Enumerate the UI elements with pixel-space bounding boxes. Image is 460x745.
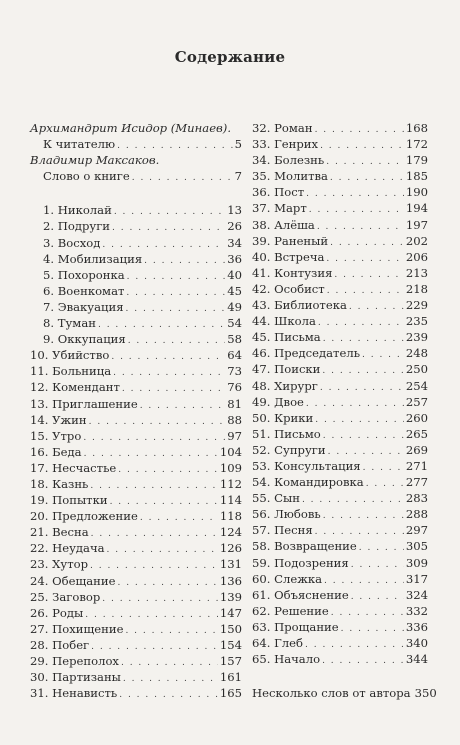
toc-entry-title: 23. Хутор bbox=[30, 557, 89, 572]
toc-entry-title: 33. Генрих bbox=[252, 137, 319, 152]
toc-entry-page: 88 bbox=[227, 412, 242, 427]
toc-entry-title: 8. Туман bbox=[43, 316, 96, 331]
chapter-entry bbox=[252, 522, 428, 538]
toc-entry-page: 297 bbox=[405, 523, 428, 538]
toc-entry-page: 131 bbox=[219, 557, 242, 572]
chapter-entry bbox=[252, 313, 428, 329]
dot-leader bbox=[334, 267, 403, 283]
toc-entry-page: 73 bbox=[227, 364, 242, 379]
toc-entry-page: 257 bbox=[405, 394, 428, 409]
dot-leader bbox=[322, 363, 403, 379]
chapter-entry bbox=[30, 492, 242, 508]
toc-entry-page: 185 bbox=[405, 169, 428, 184]
toc-entry-page: 124 bbox=[219, 525, 242, 540]
chapter-entry bbox=[30, 669, 242, 685]
toc-entry-title: 1. Николай bbox=[43, 203, 112, 218]
toc-entry-title: 28. Побег bbox=[30, 637, 90, 652]
toc-entry-page: 179 bbox=[405, 153, 428, 168]
dot-leader bbox=[318, 315, 404, 331]
dot-leader bbox=[306, 186, 404, 202]
dot-leader bbox=[125, 623, 217, 639]
toc-entry-page: 206 bbox=[405, 249, 428, 264]
toc-entry-page: 235 bbox=[405, 314, 428, 329]
toc-entry-page: 332 bbox=[405, 603, 428, 618]
toc-entry-page: 218 bbox=[405, 281, 428, 296]
afterword-row bbox=[252, 685, 437, 701]
toc-entry-page: 112 bbox=[219, 476, 242, 491]
toc-entry-title: 53. Консультация bbox=[252, 458, 361, 473]
toc-entry-title: 55. Сын bbox=[252, 491, 300, 506]
chapter-entry bbox=[30, 283, 242, 299]
dot-leader bbox=[140, 398, 226, 414]
chapter-entry bbox=[252, 152, 428, 168]
toc-entry-page: 34 bbox=[227, 235, 242, 250]
toc-entry-page: 190 bbox=[405, 185, 428, 200]
dot-leader bbox=[306, 396, 404, 412]
toc-entry-title: 26. Роды bbox=[30, 605, 84, 620]
toc-entry-title: 31. Ненависть bbox=[30, 686, 118, 701]
chapter-entry bbox=[252, 458, 428, 474]
page-title: Содержание bbox=[174, 48, 286, 66]
toc-entry-title: Архимандрит Исидор (Минаев). bbox=[30, 121, 232, 135]
toc-entry-title: 47. Поиски bbox=[252, 362, 321, 377]
chapter-entry bbox=[30, 347, 242, 363]
toc-entry-page: 97 bbox=[227, 428, 242, 443]
chapter-entry bbox=[252, 297, 428, 313]
toc-entry-page: 36 bbox=[227, 251, 242, 266]
author-name bbox=[30, 152, 242, 168]
dot-leader bbox=[126, 285, 225, 301]
chapter-entry bbox=[252, 361, 428, 377]
toc-entry-title: 35. Молитва bbox=[252, 169, 328, 184]
author-name bbox=[30, 120, 242, 136]
chapter-entry bbox=[30, 589, 242, 605]
toc-entry-title: Несколько слов от автора bbox=[252, 686, 411, 701]
toc-entry-title: К читателю bbox=[43, 137, 116, 152]
dot-leader bbox=[362, 347, 404, 363]
toc-entry-page: 248 bbox=[405, 346, 428, 361]
dot-leader bbox=[309, 202, 404, 218]
toc-entry-title: 52. Супруги bbox=[252, 442, 326, 457]
chapter-entry bbox=[30, 476, 242, 492]
toc-entry-title: 12. Комендант bbox=[30, 380, 120, 395]
toc-entry-title: 22. Неудача bbox=[30, 541, 105, 556]
chapter-entry bbox=[252, 474, 428, 490]
toc-entry-page: 150 bbox=[219, 621, 242, 636]
dot-leader bbox=[119, 687, 218, 703]
toc-entry-title: 9. Оккупация bbox=[43, 332, 126, 347]
toc-entry-page: 64 bbox=[227, 348, 242, 363]
toc-entry-title: 27. Похищение bbox=[30, 621, 124, 636]
toc-entry-page: 157 bbox=[219, 654, 242, 668]
toc-entry-page: 213 bbox=[405, 265, 428, 280]
chapter-entry bbox=[30, 428, 242, 444]
chapter-entry bbox=[252, 233, 428, 249]
toc-entry-title: 45. Письма bbox=[252, 330, 321, 345]
toc-entry-page: 229 bbox=[405, 298, 428, 313]
toc-entry-title: 57. Песня bbox=[252, 523, 313, 538]
dot-leader bbox=[317, 219, 404, 235]
toc-entry-title: 11. Больница bbox=[30, 364, 112, 379]
toc-entry-page: 260 bbox=[405, 410, 428, 425]
toc-entry-page: 58 bbox=[227, 332, 242, 347]
toc-entry-page: 254 bbox=[405, 378, 428, 393]
toc-entry-title: 63. Прощание bbox=[252, 619, 339, 634]
chapter-entry bbox=[30, 556, 242, 572]
dot-leader bbox=[341, 621, 404, 637]
toc-entry-title: 7. Эвакуация bbox=[43, 299, 124, 314]
dot-leader bbox=[326, 251, 403, 267]
chapter-entry bbox=[30, 396, 242, 412]
toc-entry-page: 305 bbox=[405, 539, 428, 554]
toc-entry-page: 202 bbox=[405, 233, 428, 248]
toc-entry-page: 118 bbox=[219, 509, 242, 524]
chapter-entry bbox=[30, 621, 242, 637]
dot-leader bbox=[89, 414, 226, 430]
toc-entry-page: 288 bbox=[405, 507, 428, 522]
chapter-entry bbox=[30, 251, 242, 267]
toc-entry-title: 64. Глеб bbox=[252, 636, 304, 650]
chapter-entry bbox=[252, 619, 428, 635]
toc-entry-title: 50. Крики bbox=[252, 410, 314, 425]
chapter-entry bbox=[252, 538, 428, 554]
dot-leader bbox=[114, 204, 225, 220]
toc-entry-title: 38. Алёша bbox=[252, 217, 315, 232]
chapter-entry bbox=[30, 235, 242, 251]
dot-leader bbox=[107, 542, 218, 558]
toc-entry-title: 2. Подруги bbox=[43, 219, 111, 234]
chapter-entry bbox=[252, 184, 428, 200]
chapter-entry bbox=[252, 329, 428, 345]
chapter-entry bbox=[252, 635, 428, 651]
dot-leader bbox=[351, 589, 404, 605]
chapter-entry bbox=[252, 345, 428, 361]
toc-entry-page: 336 bbox=[405, 619, 428, 634]
chapter-entry bbox=[252, 426, 428, 442]
dot-leader bbox=[366, 476, 404, 492]
dot-leader bbox=[144, 253, 225, 269]
dot-leader bbox=[91, 526, 218, 542]
dot-leader bbox=[349, 299, 404, 315]
toc-entry-title: Владимир Максаков. bbox=[30, 153, 160, 168]
toc-entry-title: 17. Несчастье bbox=[30, 460, 117, 475]
toc-entry-page: 5 bbox=[234, 137, 242, 152]
toc-entry-title: 32. Роман bbox=[252, 121, 313, 135]
dot-leader bbox=[128, 333, 226, 349]
toc-entry-title: 48. Хирург bbox=[252, 378, 318, 393]
toc-entry-page: 172 bbox=[405, 137, 428, 152]
chapter-entry bbox=[252, 136, 428, 152]
toc-entry bbox=[30, 168, 242, 184]
toc-entry-page: 40 bbox=[227, 267, 242, 282]
dot-leader bbox=[111, 349, 225, 365]
toc-entry-title: 16. Беда bbox=[30, 444, 82, 459]
chapter-entry bbox=[30, 202, 242, 218]
chapter-entry bbox=[252, 168, 428, 184]
toc-entry-title: 59. Подозрения bbox=[252, 555, 349, 570]
afterword-entry bbox=[252, 685, 437, 701]
chapter-entry bbox=[30, 653, 242, 669]
toc-entry-page: 114 bbox=[219, 493, 242, 508]
chapter-entry bbox=[30, 412, 242, 428]
dot-leader bbox=[132, 170, 233, 186]
dot-leader bbox=[330, 235, 404, 251]
toc-entry-page: 324 bbox=[405, 587, 428, 602]
toc-entry-title: 30. Партизаны bbox=[30, 670, 121, 685]
toc-entry-page: 350 bbox=[414, 686, 437, 701]
toc-entry-page: 147 bbox=[219, 605, 242, 620]
dot-leader bbox=[326, 154, 404, 170]
toc-entry-title: 13. Приглашение bbox=[30, 396, 138, 411]
chapter-entry bbox=[30, 379, 242, 395]
dot-leader bbox=[123, 671, 218, 687]
toc-entry-title: 18. Казнь bbox=[30, 476, 89, 491]
chapter-entry bbox=[252, 410, 428, 426]
chapter-entry bbox=[30, 508, 242, 524]
chapter-entry bbox=[30, 267, 242, 283]
chapter-entry bbox=[30, 299, 242, 315]
toc-entry bbox=[30, 136, 242, 152]
chapter-entry bbox=[252, 378, 428, 394]
dot-leader bbox=[320, 138, 404, 154]
toc-entry-title: 58. Возвращение bbox=[252, 539, 357, 554]
chapter-entry bbox=[30, 363, 242, 379]
chapter-entry bbox=[252, 281, 428, 297]
chapter-entry bbox=[252, 587, 428, 603]
toc-entry-title: 40. Встреча bbox=[252, 249, 325, 264]
toc-entry-title: 15. Утро bbox=[30, 428, 82, 443]
toc-entry-page: 168 bbox=[405, 121, 428, 135]
toc-entry-title: 39. Раненый bbox=[252, 233, 329, 248]
chapter-list-right bbox=[252, 120, 428, 667]
toc-entry-title: 24. Обещание bbox=[30, 573, 116, 588]
front-matter bbox=[30, 120, 242, 184]
chapter-entry bbox=[30, 573, 242, 589]
chapter-entry bbox=[30, 685, 242, 701]
toc-entry-page: 344 bbox=[405, 652, 428, 667]
chapter-entry bbox=[252, 249, 428, 265]
toc-entry-page: 109 bbox=[219, 460, 242, 475]
toc-entry-title: 25. Заговор bbox=[30, 589, 101, 604]
chapter-entry bbox=[30, 331, 242, 347]
dot-leader bbox=[315, 122, 404, 138]
toc-entry-title: 5. Похоронка bbox=[43, 267, 125, 282]
toc-entry-page: 265 bbox=[405, 426, 428, 441]
toc-entry-page: 45 bbox=[227, 283, 242, 298]
chapter-entry bbox=[252, 200, 428, 216]
chapter-entry bbox=[252, 394, 428, 410]
toc-entry-page: 49 bbox=[227, 299, 242, 314]
toc-entry-page: 283 bbox=[405, 491, 428, 506]
toc-entry-page: 26 bbox=[227, 219, 242, 234]
toc-entry-page: 104 bbox=[219, 444, 242, 459]
dot-leader bbox=[351, 557, 404, 573]
toc-entry-title: 60. Слежка bbox=[252, 571, 323, 586]
chapter-entry bbox=[252, 651, 428, 667]
toc-entry-title: 19. Попытки bbox=[30, 493, 108, 508]
dot-leader bbox=[127, 269, 226, 285]
chapter-entry bbox=[30, 315, 242, 331]
toc-entry-page: 277 bbox=[405, 475, 428, 490]
chapter-entry bbox=[30, 218, 242, 234]
toc-entry-title: 6. Военкомат bbox=[43, 283, 125, 298]
toc-entry-title: 29. Переполох bbox=[30, 654, 119, 668]
chapter-entry bbox=[252, 217, 428, 233]
toc-entry-title: 43. Библиотека bbox=[252, 298, 347, 313]
dot-leader bbox=[126, 301, 226, 317]
toc-entry-title: 20. Предложение bbox=[30, 509, 138, 524]
toc-entry-page: 136 bbox=[219, 573, 242, 588]
chapter-entry bbox=[30, 524, 242, 540]
chapter-entry bbox=[252, 571, 428, 587]
toc-entry-title: 10. Убийство bbox=[30, 348, 110, 363]
toc-entry-page: 54 bbox=[227, 316, 242, 331]
dot-leader bbox=[113, 365, 225, 381]
chapter-entry bbox=[252, 555, 428, 571]
chapter-entry bbox=[252, 442, 428, 458]
toc-entry-title: 34. Болезнь bbox=[252, 153, 325, 168]
toc-entry-title: 49. Двое bbox=[252, 394, 304, 409]
toc-entry-page: 309 bbox=[405, 555, 428, 570]
toc-entry-title: 41. Контузия bbox=[252, 265, 333, 280]
toc-entry-title: 65. Начало bbox=[252, 652, 321, 667]
toc-entry-title: 36. Пост bbox=[252, 185, 305, 200]
dot-leader bbox=[90, 478, 217, 494]
toc-entry-page: 250 bbox=[405, 362, 428, 377]
chapter-entry bbox=[30, 460, 242, 476]
dot-leader bbox=[331, 605, 404, 621]
chapter-entry bbox=[252, 490, 428, 506]
dot-leader bbox=[315, 412, 404, 428]
toc-entry-page: 317 bbox=[405, 571, 428, 586]
toc-entry-title: 14. Ужин bbox=[30, 412, 87, 427]
toc-column-right bbox=[252, 120, 437, 701]
toc-entry-title: 54. Командировка bbox=[252, 475, 364, 490]
dot-leader bbox=[323, 428, 404, 444]
toc-entry-page: 269 bbox=[405, 442, 428, 457]
chapter-entry bbox=[252, 506, 428, 522]
toc-entry-page: 197 bbox=[405, 217, 428, 232]
toc-entry-title: 61. Объяснение bbox=[252, 587, 349, 602]
toc-entry-page: 271 bbox=[405, 458, 428, 473]
chapter-entry bbox=[30, 637, 242, 653]
toc-column-left bbox=[30, 120, 242, 701]
dot-leader bbox=[102, 591, 218, 607]
toc-entry-page: 81 bbox=[227, 396, 242, 411]
dot-leader bbox=[320, 380, 404, 396]
chapter-entry bbox=[30, 444, 242, 460]
dot-leader bbox=[121, 655, 218, 671]
chapter-entry bbox=[252, 265, 428, 281]
dot-leader bbox=[330, 170, 404, 186]
toc-entry-title: 44. Школа bbox=[252, 314, 316, 329]
toc-entry-title: 3. Восход bbox=[43, 235, 101, 250]
toc-entry-title: 37. Март bbox=[252, 201, 307, 216]
dot-leader bbox=[323, 508, 404, 524]
toc-entry-page: 194 bbox=[405, 201, 428, 216]
toc-entry-page: 165 bbox=[219, 686, 242, 701]
chapter-entry bbox=[252, 603, 428, 619]
dot-leader bbox=[118, 462, 218, 478]
toc-entry-page: 7 bbox=[234, 169, 242, 184]
toc-entry-page: 126 bbox=[219, 541, 242, 556]
toc-entry-title: 4. Мобилизация bbox=[43, 251, 143, 266]
chapter-list-left bbox=[30, 202, 242, 701]
toc-entry-title: 42. Особист bbox=[252, 281, 325, 296]
dot-leader bbox=[112, 220, 225, 236]
chapter-entry bbox=[30, 605, 242, 621]
toc-entry-title: 56. Любовь bbox=[252, 507, 321, 522]
dot-leader bbox=[359, 540, 404, 556]
toc-entry-title: 62. Решение bbox=[252, 603, 329, 618]
toc-entry-page: 239 bbox=[405, 330, 428, 345]
toc-entry-title: 51. Письмо bbox=[252, 426, 321, 441]
toc-entry-title: 46. Председатель bbox=[252, 346, 361, 361]
dot-leader bbox=[322, 653, 404, 669]
chapter-entry bbox=[252, 120, 428, 136]
dot-leader bbox=[83, 430, 225, 446]
toc-entry-title: 21. Весна bbox=[30, 525, 89, 540]
dot-leader bbox=[140, 510, 218, 526]
toc-entry-page: 161 bbox=[219, 670, 242, 685]
toc-entry-page: 139 bbox=[219, 589, 242, 604]
toc-entry-title: Слово о книге bbox=[43, 169, 130, 184]
dot-leader bbox=[117, 575, 217, 591]
toc-entry-page: 13 bbox=[227, 203, 242, 218]
toc-entry-page: 340 bbox=[405, 636, 428, 650]
chapter-entry bbox=[30, 540, 242, 556]
toc-entry-page: 76 bbox=[227, 380, 242, 395]
toc-entry-page: 154 bbox=[219, 637, 242, 652]
dot-leader bbox=[363, 460, 404, 476]
